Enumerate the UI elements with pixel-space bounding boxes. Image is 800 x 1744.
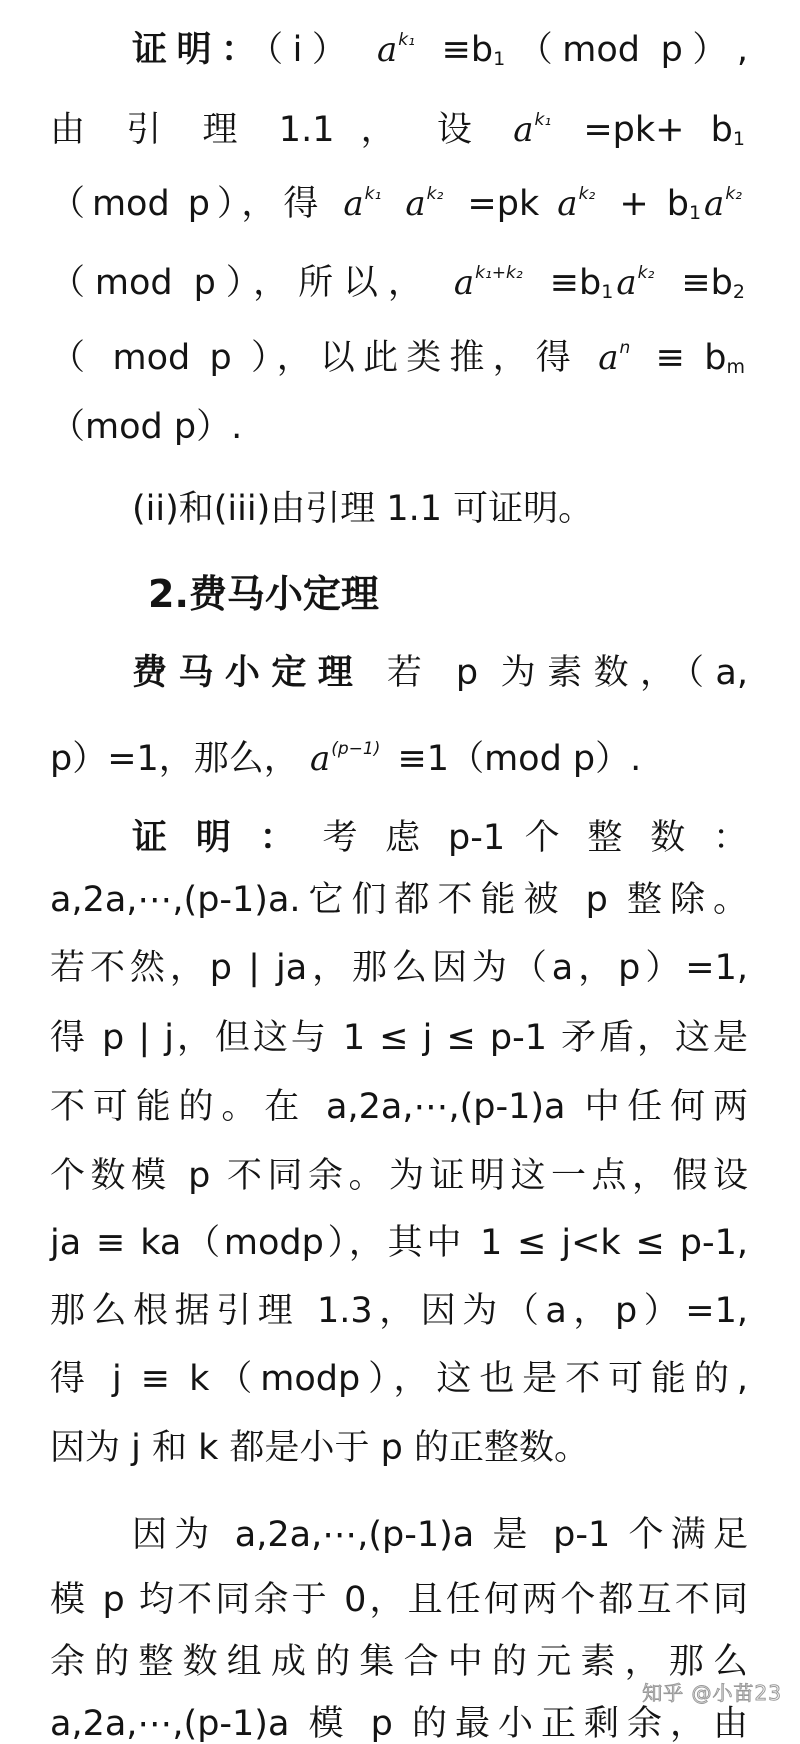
power-expression	[405, 184, 449, 224]
text-line	[132, 818, 748, 858]
exponent: (p−1)	[331, 739, 381, 759]
text-line	[132, 489, 748, 529]
text-line	[50, 1087, 748, 1127]
text-run: ≡b	[528, 263, 602, 303]
power-expression	[310, 739, 386, 779]
text-run: + b	[601, 184, 689, 224]
text-line	[50, 948, 748, 988]
text-run: ja ≡ ka（modp），其中 1 ≤ j<k ≤ p-1,	[50, 1223, 748, 1263]
text-run: ≡1（mod p）.	[386, 739, 642, 779]
text-run: 若 p 为素数，（a,	[364, 653, 748, 693]
text-run: 那么根据引理 1.3，因为（a，p）=1,	[50, 1291, 748, 1331]
text-line	[132, 30, 748, 70]
text-run: ≡ b	[636, 338, 727, 378]
text-line	[50, 338, 748, 378]
text-run: ≡b	[660, 263, 733, 303]
power-expression	[598, 338, 636, 378]
text-line	[50, 1018, 748, 1058]
variable: a	[405, 184, 426, 224]
subscript: 1	[493, 48, 506, 70]
subscript: 1	[601, 281, 614, 303]
text-run: （mod p），所以，	[50, 263, 454, 303]
text-run: 由 引 理 1.1 ， 设	[50, 110, 514, 150]
text-line	[50, 110, 748, 150]
variable: a	[343, 184, 364, 224]
watermark: 知乎 @小苗23	[642, 1681, 782, 1705]
exponent: k₁	[534, 110, 552, 130]
text-line	[50, 1428, 748, 1468]
text-run: （mod p），得	[50, 184, 344, 224]
text-line	[50, 1642, 748, 1682]
subscript: 1	[732, 128, 745, 150]
text-run: a,2a,⋯,(p-1)a 模 p 的最小正剩余，由	[50, 1704, 748, 1744]
variable: a	[309, 739, 331, 779]
text-run: （mod p）,	[508, 30, 748, 70]
power-expression	[616, 263, 660, 303]
text-run: 得 p | j，但这与 1 ≤ j ≤ p-1 矛盾，这是	[50, 1018, 748, 1058]
text-run: ≡b	[420, 30, 494, 70]
variable: a	[704, 184, 725, 224]
text-line	[132, 653, 748, 693]
text-run: 不可能的。在 a,2a,⋯,(p-1)a 中任何两	[50, 1087, 748, 1127]
power-expression	[704, 184, 748, 224]
exponent: k₁+k₂	[475, 263, 523, 283]
text-run: 模 p 均不同余于 0，且任何两个都互不同	[50, 1580, 748, 1620]
variable: a	[557, 184, 578, 224]
bold-label: 证明：	[132, 30, 266, 70]
text-line	[50, 1704, 748, 1744]
variable: a	[453, 263, 475, 303]
text-line	[50, 1223, 748, 1263]
text-run: 考 虑 p-1 个 整 数 ：	[303, 818, 748, 858]
power-expression	[343, 184, 387, 224]
bold-label: 费马小定理	[132, 653, 365, 693]
text-run: （ mod p ），以此类推，得	[50, 338, 599, 378]
power-expression	[513, 110, 557, 150]
text-line	[132, 1515, 748, 1555]
text-line	[50, 1156, 748, 1196]
text-run: =pk	[449, 184, 558, 224]
variable: a	[616, 263, 637, 303]
text-run: =pk+ b	[557, 110, 733, 150]
text-line	[50, 263, 748, 303]
text-run: 因为 j 和 k 都是小于 p 的正整数。	[50, 1428, 589, 1468]
text-run: 2.费马小定理	[148, 572, 379, 616]
text-run: 余的整数组成的集合中的元素，那么	[50, 1642, 748, 1682]
bold-label: 证 明 ：	[132, 818, 304, 858]
power-expression	[557, 184, 601, 224]
text-line	[50, 1359, 748, 1399]
text-run: a,2a,⋯,(p-1)a.它们都不能被 p 整除。	[50, 880, 748, 920]
text-run: 得 j ≡ k（modp），这也是不可能的,	[50, 1359, 748, 1399]
text-line	[50, 880, 748, 920]
exponent: k₂	[725, 184, 742, 204]
variable: a	[598, 338, 619, 378]
subscript: 1	[688, 202, 702, 224]
text-line	[50, 739, 748, 779]
exponent: k₁	[364, 184, 382, 204]
exponent: n	[619, 338, 631, 358]
exponent: k₂	[637, 263, 655, 283]
text-line	[50, 1291, 748, 1331]
text-run: 因为 a,2a,⋯,(p-1)a 是 p-1 个满足	[132, 1515, 748, 1555]
text-run: 个数模 p 不同余。为证明这一点，假设	[50, 1156, 748, 1196]
power-expression	[377, 30, 421, 70]
variable: a	[513, 110, 534, 150]
subscript: m	[726, 356, 745, 378]
text-run: p）=1，那么，	[50, 739, 310, 779]
text-run: 若不然，p | ja，那么因为（a，p）=1,	[50, 948, 748, 988]
text-line	[50, 184, 748, 224]
variable: a	[376, 30, 398, 70]
text-run: （mod p）.	[50, 407, 243, 447]
power-expression	[454, 263, 529, 303]
text-run	[387, 184, 405, 224]
exponent: k₂	[578, 184, 596, 204]
text-line	[50, 1580, 748, 1620]
exponent: k₂	[426, 184, 444, 204]
section-heading	[148, 574, 748, 614]
text-run: （i）	[265, 30, 377, 70]
text-run: (ii)和(iii)由引理 1.1 可证明。	[132, 489, 594, 529]
subscript: 2	[732, 281, 745, 303]
exponent: k₁	[398, 30, 415, 50]
text-line	[50, 407, 748, 447]
